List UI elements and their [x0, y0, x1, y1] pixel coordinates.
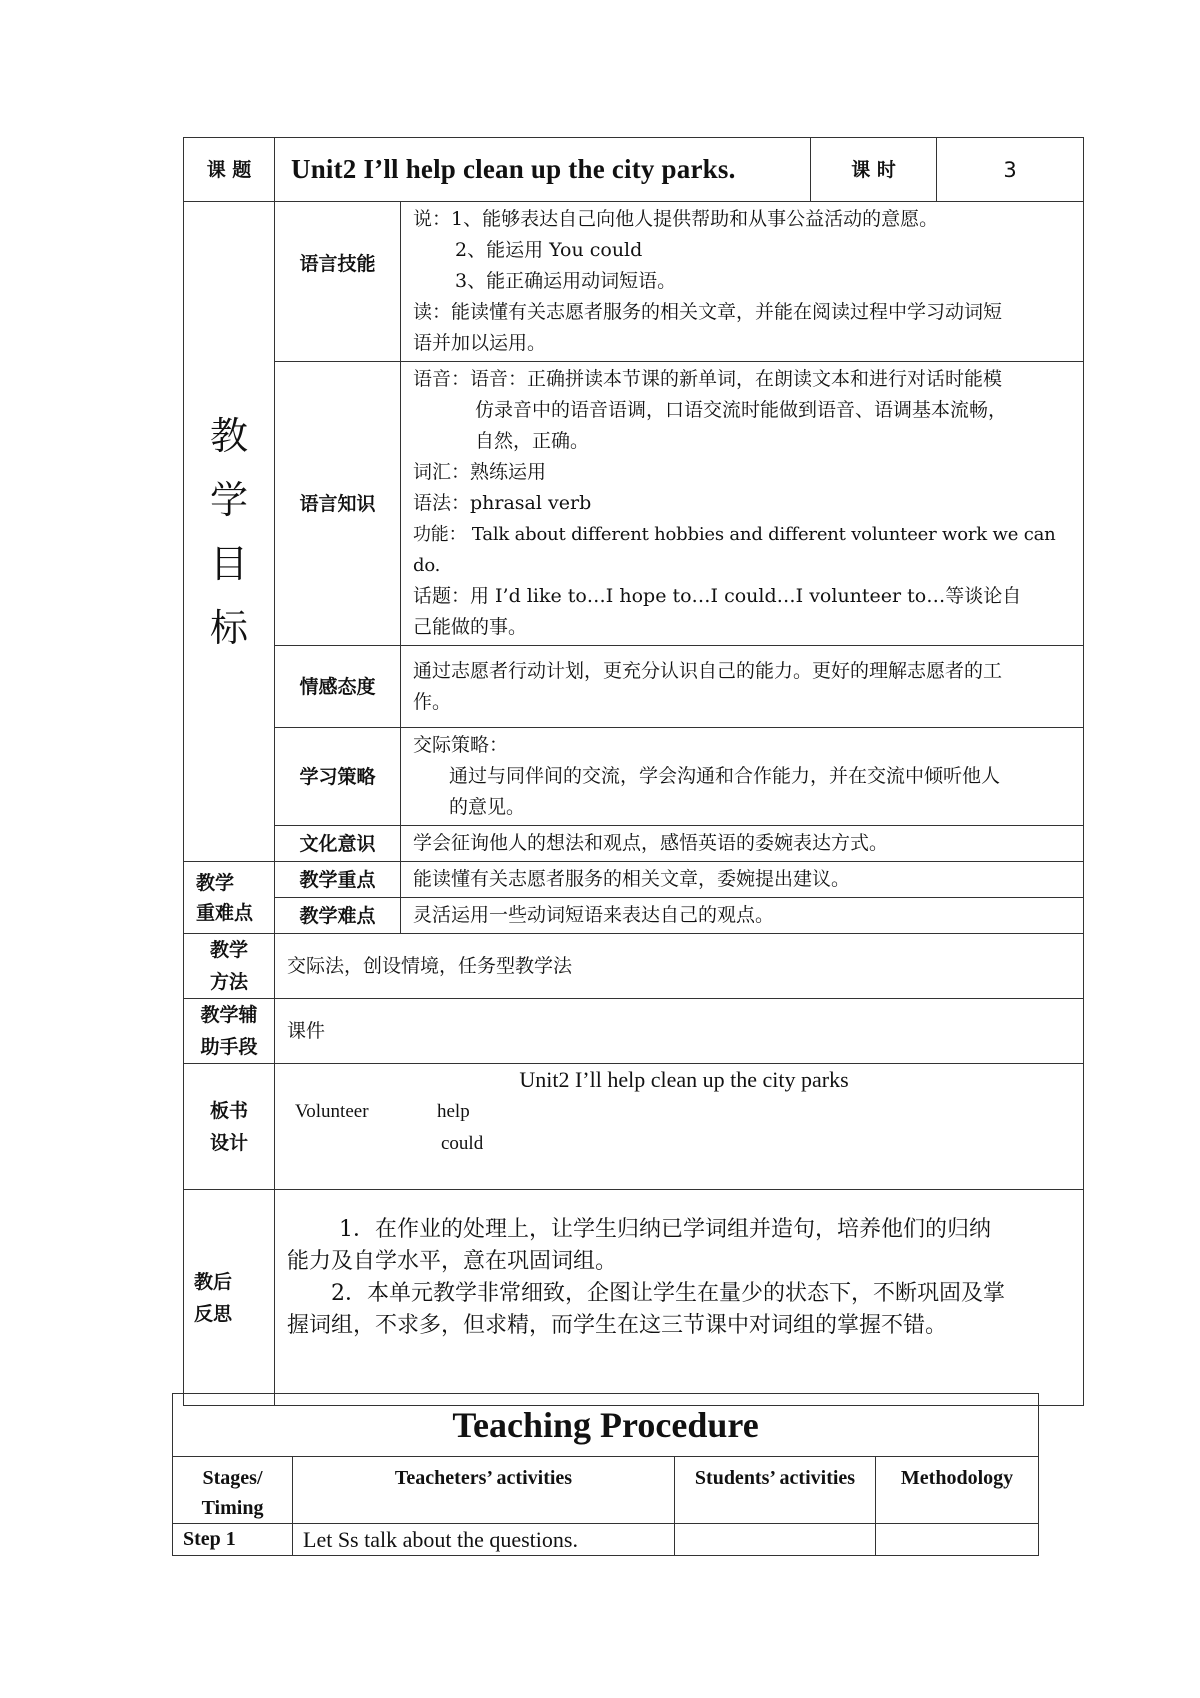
text-line: 作。: [413, 690, 452, 713]
label-line: 方法: [209, 971, 248, 993]
aids-text: 课件: [275, 999, 1084, 1064]
label-line: 教学: [196, 871, 235, 894]
students-activity-cell: [675, 1524, 876, 1556]
teacher-activity-cell: Let Ss talk about the questions.: [293, 1524, 675, 1556]
objective-row-culture: [184, 826, 1084, 862]
topic-label: 课 题: [184, 138, 275, 202]
difficulty-label: 教学难点: [275, 898, 401, 934]
label-line: 反思: [194, 1302, 233, 1325]
objective-row-attitude: [184, 646, 1084, 728]
text-line: 说：1、能够表达自己向他人提供帮助和从事公益活动的意愿。: [413, 208, 939, 230]
reflection-text: [275, 1190, 1084, 1406]
text-line: 己能做的事。: [413, 616, 528, 638]
text-line: 读：能读懂有关志愿者服务的相关文章，并能在阅读过程中学习动词短: [413, 301, 1003, 323]
board-word: help: [437, 1101, 470, 1122]
table-row: [173, 1524, 1039, 1556]
objective-text-strategy: [401, 728, 1084, 826]
focus-text: 能读懂有关志愿者服务的相关文章，委婉提出建议。: [401, 862, 1084, 898]
text-line: 语并加以运用。: [413, 332, 547, 354]
board-design: [275, 1064, 1084, 1190]
objective-text-knowledge: [401, 362, 1084, 646]
board-row: [184, 1064, 1084, 1190]
focus-label: 教学重点: [275, 862, 401, 898]
objective-row-skills: [184, 202, 1084, 362]
methodology-cell: [876, 1524, 1039, 1556]
board-line-1: [295, 1096, 1073, 1128]
column-header: Methodology: [876, 1457, 1039, 1524]
aids-label: [184, 999, 275, 1064]
text-line: 能力及自学水平，意在巩固词组。: [287, 1249, 618, 1274]
label-line: 教后: [194, 1270, 233, 1293]
board-word: could: [441, 1133, 484, 1154]
key-point-row-focus: [184, 862, 1084, 898]
objective-text-skills: [401, 202, 1084, 362]
objective-text-attitude: [401, 646, 1084, 728]
text-line: 2、能运用 You could: [455, 239, 643, 261]
key-points-label: [184, 862, 275, 934]
label-line: 教学辅: [200, 1004, 258, 1026]
method-text: 交际法，创设情境，任务型教学法: [275, 934, 1084, 999]
reflection-row: [184, 1190, 1084, 1406]
method-row: [184, 934, 1084, 999]
text-line: 2．本单元教学非常细致，企图让学生在量少的状态下，不断巩固及掌: [331, 1281, 1005, 1306]
key-point-row-difficulty: [184, 898, 1084, 934]
board-word: Volunteer: [295, 1101, 369, 1122]
procedure-header-row: [173, 1457, 1039, 1524]
text-line: 3、能正确运用动词短语。: [455, 270, 677, 292]
objective-text-culture: 学会征询他人的想法和观点，感悟英语的委婉表达方式。: [401, 826, 1084, 862]
label-line: 助手段: [200, 1036, 258, 1058]
board-title: Unit2 I’ll help clean up the city parks: [519, 1067, 849, 1092]
objective-label-culture: 文化意识: [275, 826, 401, 862]
procedure-table: [172, 1393, 1039, 1556]
objective-label-skills: 语言技能: [275, 202, 401, 362]
objective-row-strategy: [184, 728, 1084, 826]
board-line-2: [295, 1128, 1073, 1160]
topic-row: [184, 138, 1084, 202]
column-header: Teacheters’ activities: [293, 1457, 675, 1524]
period-value: 3: [937, 138, 1084, 202]
lesson-plan-table: [183, 137, 1084, 1406]
text-line: 的意见。: [449, 796, 526, 818]
text-line: 仿录音中的语音语调，口语交流时能做到语音、语调基本流畅，: [475, 399, 1008, 421]
difficulty-text: 灵活运用一些动词短语来表达自己的观点。: [401, 898, 1084, 934]
label-line: 重难点: [196, 901, 254, 924]
objective-label-attitude: 情感态度: [275, 646, 401, 728]
objective-label-strategy: 学习策略: [275, 728, 401, 826]
objective-label-knowledge: 语言知识: [275, 362, 401, 646]
text-line: 自然，正确。: [475, 430, 590, 452]
text-line: 话题：用 I’d like to…I hope to…I could…I volunteer to…等谈论自: [413, 585, 1022, 607]
text-line: 词汇：熟练运用: [413, 461, 547, 483]
objective-row-knowledge: [184, 362, 1084, 646]
text-line: 通过志愿者行动计划，更充分认识自己的能力。更好的理解志愿者的工: [413, 659, 1003, 682]
column-header: Students’ activities: [675, 1457, 876, 1524]
objectives-label-char: 目: [209, 541, 248, 586]
stage-cell: Step 1: [173, 1524, 293, 1556]
text-line: 1．在作业的处理上，让学生归纳已学词组并造句，培养他们的归纳: [339, 1217, 991, 1242]
label-line: 教学: [209, 939, 248, 961]
board-label: [184, 1064, 275, 1190]
objectives-label-char: 学: [209, 477, 248, 522]
procedure-title-row: [173, 1394, 1039, 1457]
objectives-label-char: 标: [209, 605, 248, 650]
procedure-title: Teaching Procedure: [173, 1394, 1039, 1457]
objectives-label: [184, 202, 275, 862]
text-line: 语音：语音：正确拼读本节课的新单词，在朗读文本和进行对话时能模: [413, 368, 1003, 390]
column-header: Stages/ Timing: [173, 1457, 293, 1524]
objectives-label-char: 教: [209, 413, 248, 458]
text-line: 通过与同伴间的交流，学会沟通和合作能力，并在交流中倾听他人: [449, 765, 1001, 787]
period-label: 课 时: [811, 138, 937, 202]
aids-row: [184, 999, 1084, 1064]
text-line: 交际策略：: [413, 734, 509, 756]
label-line: 设计: [209, 1131, 248, 1154]
label-line: 板书: [209, 1099, 248, 1122]
reflection-label: [184, 1190, 275, 1406]
text-line: 握词组，不求多，但求精，而学生在这三节课中对词组的掌握不错。: [287, 1313, 948, 1338]
text-line: 语法：phrasal verb: [413, 492, 592, 514]
text-line: 功能： Talk about different hobbies and different volunteer work we can do.: [413, 524, 1056, 576]
method-label: [184, 934, 275, 999]
lesson-title: Unit2 I’ll help clean up the city parks.: [275, 138, 811, 202]
